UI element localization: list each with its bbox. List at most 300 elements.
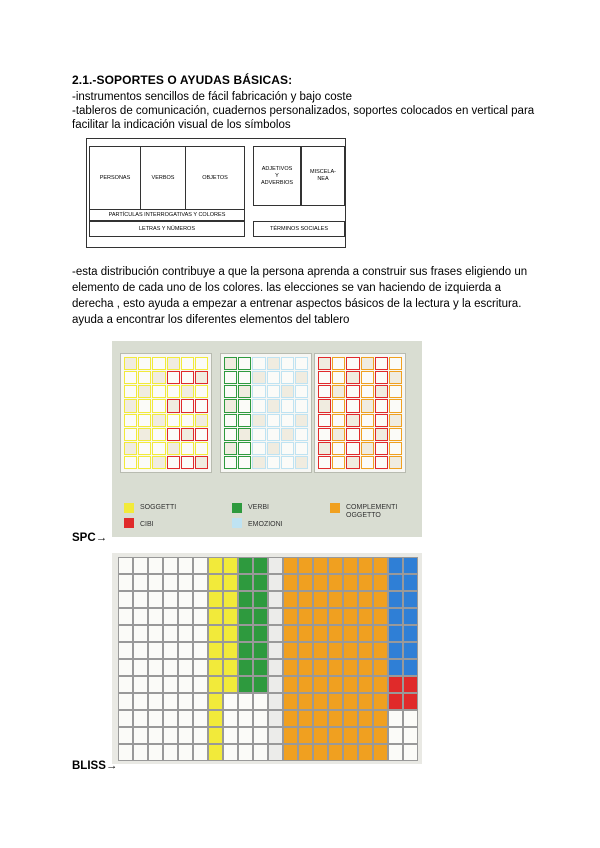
bliss-symbol-cell <box>388 574 403 591</box>
bliss-symbol-cell <box>238 557 253 574</box>
spc-symbol-cell <box>195 428 208 441</box>
bliss-symbol-cell <box>298 642 313 659</box>
bliss-symbol-cell <box>313 574 328 591</box>
bliss-symbol-cell <box>133 625 148 642</box>
bliss-symbol-cell <box>253 727 268 744</box>
spc-symbol-cell <box>346 357 359 370</box>
bliss-symbol-cell <box>313 710 328 727</box>
bliss-symbol-cell <box>133 744 148 761</box>
bliss-symbol-cell <box>163 591 178 608</box>
bliss-symbol-cell <box>358 625 373 642</box>
bliss-symbol-cell <box>208 727 223 744</box>
bliss-symbol-cell <box>358 557 373 574</box>
spc-symbol-cell <box>138 399 151 412</box>
spc-symbol-cell <box>224 414 237 427</box>
bliss-symbol-cell <box>388 557 403 574</box>
spc-symbol-cell <box>267 442 280 455</box>
body-line-2: elemento de cada uno de los colores. las elecciones se van haciendo de izquierda a <box>72 282 501 294</box>
bliss-symbol-cell <box>253 659 268 676</box>
bliss-symbol-cell <box>118 693 133 710</box>
bliss-symbol-cell <box>358 659 373 676</box>
spc-symbol-cell <box>195 414 208 427</box>
bliss-symbol-cell <box>388 727 403 744</box>
bliss-symbol-cell <box>298 557 313 574</box>
bliss-symbol-cell <box>178 744 193 761</box>
bliss-symbol-cell <box>208 591 223 608</box>
legend-orange-swatch <box>330 503 340 513</box>
bliss-symbol-cell <box>193 744 208 761</box>
bliss-symbol-cell <box>388 625 403 642</box>
bliss-symbol-cell <box>373 659 388 676</box>
bliss-symbol-cell <box>148 727 163 744</box>
spc-symbol-cell <box>389 414 402 427</box>
bliss-symbol-cell <box>268 574 283 591</box>
bliss-symbol-cell <box>238 625 253 642</box>
bliss-symbol-cell <box>193 574 208 591</box>
spc-symbol-cell <box>267 414 280 427</box>
bliss-symbol-cell <box>283 574 298 591</box>
spc-symbol-cell <box>375 428 388 441</box>
bliss-symbol-cell <box>118 557 133 574</box>
bliss-symbol-cell <box>328 574 343 591</box>
bliss-symbol-cell <box>253 574 268 591</box>
bliss-symbol-cell <box>163 642 178 659</box>
board-personas: PERSONAS <box>89 146 141 210</box>
spc-symbol-cell <box>281 442 294 455</box>
spc-symbol-cell <box>267 357 280 370</box>
bliss-symbol-cell <box>163 693 178 710</box>
bliss-symbol-cell <box>268 591 283 608</box>
bliss-symbol-cell <box>163 625 178 642</box>
bliss-symbol-cell <box>148 659 163 676</box>
bliss-symbol-cell <box>193 710 208 727</box>
bliss-symbol-cell <box>178 710 193 727</box>
bliss-symbol-cell <box>373 608 388 625</box>
bliss-symbol-cell <box>133 727 148 744</box>
bliss-symbol-cell <box>343 574 358 591</box>
bliss-caption: BLISS→ <box>72 760 118 772</box>
spc-symbol-cell <box>167 371 180 384</box>
bliss-symbol-cell <box>373 642 388 659</box>
bliss-symbol-cell <box>388 659 403 676</box>
board-objetos: OBJETOS <box>185 146 245 210</box>
bliss-symbol-cell <box>223 608 238 625</box>
bliss-symbol-cell <box>403 659 418 676</box>
bliss-board-photo <box>112 553 422 764</box>
bliss-symbol-cell <box>118 574 133 591</box>
board-particulas: PARTÍCULAS INTERROGATIVAS Y COLORES <box>89 209 245 221</box>
bliss-symbol-cell <box>238 727 253 744</box>
bliss-symbol-cell <box>268 557 283 574</box>
spc-symbol-cell <box>195 399 208 412</box>
bliss-symbol-cell <box>253 676 268 693</box>
spc-symbol-cell <box>195 456 208 469</box>
legend-green-swatch <box>232 503 242 513</box>
spc-symbol-cell <box>238 357 251 370</box>
bliss-symbol-cell <box>133 659 148 676</box>
spc-symbol-cell <box>346 399 359 412</box>
bliss-symbol-cell <box>163 727 178 744</box>
bliss-symbol-cell <box>223 693 238 710</box>
spc-symbol-cell <box>361 456 374 469</box>
bliss-symbol-cell <box>118 676 133 693</box>
bliss-symbol-cell <box>253 693 268 710</box>
spc-symbol-cell <box>181 456 194 469</box>
bliss-symbol-cell <box>403 693 418 710</box>
spc-symbol-cell <box>346 414 359 427</box>
bliss-symbol-cell <box>238 744 253 761</box>
spc-symbol-cell <box>252 357 265 370</box>
bliss-symbol-cell <box>208 710 223 727</box>
spc-symbol-cell <box>152 428 165 441</box>
bliss-symbol-cell <box>313 744 328 761</box>
spc-symbol-cell <box>238 371 251 384</box>
bliss-symbol-cell <box>343 710 358 727</box>
spc-symbol-cell <box>332 428 345 441</box>
spc-symbol-cell <box>318 385 331 398</box>
spc-symbol-cell <box>332 357 345 370</box>
spc-symbol-cell <box>346 428 359 441</box>
section-heading: 2.1.-SOPORTES O AYUDAS BÁSICAS: <box>72 73 293 87</box>
bliss-symbol-cell <box>268 625 283 642</box>
bliss-symbol-cell <box>313 676 328 693</box>
bliss-symbol-cell <box>343 642 358 659</box>
spc-symbol-cell <box>361 414 374 427</box>
spc-symbol-cell <box>138 385 151 398</box>
bliss-symbol-cell <box>283 591 298 608</box>
spc-symbol-cell <box>332 399 345 412</box>
spc-symbol-cell <box>167 357 180 370</box>
bliss-symbol-cell <box>388 693 403 710</box>
bliss-symbol-cell <box>223 625 238 642</box>
bliss-symbol-cell <box>328 625 343 642</box>
spc-symbol-cell <box>281 414 294 427</box>
bliss-symbol-cell <box>223 710 238 727</box>
bliss-symbol-cell <box>283 659 298 676</box>
spc-symbol-cell <box>389 442 402 455</box>
spc-caption: SPC→ <box>72 532 108 544</box>
bliss-symbol-cell <box>118 659 133 676</box>
bliss-symbol-cell <box>148 693 163 710</box>
bliss-symbol-cell <box>268 710 283 727</box>
bliss-symbol-cell <box>268 642 283 659</box>
bliss-symbol-cell <box>118 591 133 608</box>
spc-symbol-cell <box>181 414 194 427</box>
bliss-symbol-cell <box>373 676 388 693</box>
spc-symbol-cell <box>389 371 402 384</box>
spc-symbol-cell <box>318 442 331 455</box>
bliss-symbol-cell <box>388 591 403 608</box>
bliss-symbol-cell <box>193 557 208 574</box>
bliss-symbol-cell <box>373 710 388 727</box>
spc-symbol-cell <box>361 399 374 412</box>
bliss-symbol-cell <box>223 676 238 693</box>
bliss-symbol-cell <box>313 642 328 659</box>
spc-symbol-cell <box>195 442 208 455</box>
bliss-symbol-cell <box>163 557 178 574</box>
bliss-symbol-cell <box>358 676 373 693</box>
bliss-symbol-cell <box>148 591 163 608</box>
bliss-symbol-cell <box>283 557 298 574</box>
bliss-symbol-cell <box>268 727 283 744</box>
bliss-symbol-cell <box>223 642 238 659</box>
bliss-symbol-cell <box>313 591 328 608</box>
bliss-symbol-cell <box>268 744 283 761</box>
bliss-symbol-cell <box>163 659 178 676</box>
spc-symbol-cell <box>267 385 280 398</box>
spc-symbol-cell <box>252 442 265 455</box>
spc-symbol-cell <box>332 385 345 398</box>
bliss-symbol-cell <box>118 608 133 625</box>
bliss-symbol-cell <box>178 693 193 710</box>
bliss-symbol-cell <box>253 625 268 642</box>
bliss-symbol-cell <box>193 608 208 625</box>
bliss-symbol-cell <box>373 693 388 710</box>
spc-symbol-cell <box>238 442 251 455</box>
bliss-symbol-cell <box>343 693 358 710</box>
bliss-symbol-cell <box>163 710 178 727</box>
spc-symbol-cell <box>195 371 208 384</box>
spc-symbol-cell <box>332 456 345 469</box>
spc-symbol-cell <box>346 371 359 384</box>
bliss-symbol-cell <box>178 557 193 574</box>
legend-yellow-swatch <box>124 503 134 513</box>
bliss-symbol-cell <box>283 710 298 727</box>
spc-symbol-cell <box>167 456 180 469</box>
bliss-symbol-cell <box>178 608 193 625</box>
bliss-symbol-cell <box>148 574 163 591</box>
bliss-symbol-cell <box>268 676 283 693</box>
bliss-symbol-cell <box>118 625 133 642</box>
spc-panel-left <box>120 353 212 473</box>
spc-symbol-cell <box>346 385 359 398</box>
bliss-symbol-cell <box>148 608 163 625</box>
bliss-symbol-cell <box>313 625 328 642</box>
spc-symbol-cell <box>252 371 265 384</box>
spc-symbol-cell <box>224 442 237 455</box>
bliss-symbol-cell <box>223 574 238 591</box>
spc-panel-right <box>314 353 406 473</box>
bliss-symbol-cell <box>208 693 223 710</box>
bliss-symbol-cell <box>238 591 253 608</box>
legend-lightblue-swatch <box>232 518 242 528</box>
spc-symbol-cell <box>318 456 331 469</box>
spc-symbol-cell <box>138 456 151 469</box>
bliss-symbol-cell <box>343 591 358 608</box>
bliss-symbol-cell <box>118 744 133 761</box>
board-letras: LETRAS Y NÚMEROS <box>89 221 245 237</box>
bliss-symbol-cell <box>253 608 268 625</box>
spc-symbol-cell <box>361 385 374 398</box>
board-diagram <box>86 138 346 248</box>
bliss-symbol-cell <box>313 693 328 710</box>
bliss-symbol-cell <box>403 710 418 727</box>
bliss-symbol-cell <box>343 659 358 676</box>
bliss-symbol-cell <box>163 744 178 761</box>
spc-symbol-cell <box>238 428 251 441</box>
legend-complementi: COMPLEMENTI OGGETTO <box>346 504 398 519</box>
bliss-symbol-cell <box>388 608 403 625</box>
bliss-symbol-cell <box>313 659 328 676</box>
board-terminos: TÉRMINOS SOCIALES <box>253 221 345 237</box>
spc-symbol-cell <box>318 428 331 441</box>
spc-symbol-cell <box>167 385 180 398</box>
bliss-symbol-cell <box>178 659 193 676</box>
bliss-symbol-cell <box>343 676 358 693</box>
spc-symbol-cell <box>389 357 402 370</box>
spc-symbol-cell <box>281 385 294 398</box>
spc-symbol-cell <box>152 357 165 370</box>
spc-symbol-cell <box>138 428 151 441</box>
spc-symbol-cell <box>181 371 194 384</box>
bliss-symbol-cell <box>223 591 238 608</box>
bliss-symbol-cell <box>358 727 373 744</box>
bliss-symbol-cell <box>178 727 193 744</box>
bliss-symbol-cell <box>373 727 388 744</box>
bliss-symbol-cell <box>358 744 373 761</box>
bliss-symbol-cell <box>208 659 223 676</box>
spc-symbol-cell <box>224 371 237 384</box>
bliss-symbol-cell <box>403 727 418 744</box>
bliss-symbol-cell <box>178 642 193 659</box>
bliss-symbol-cell <box>178 591 193 608</box>
spc-symbol-cell <box>295 371 308 384</box>
spc-symbol-cell <box>124 414 137 427</box>
bliss-symbol-cell <box>163 608 178 625</box>
bliss-symbol-cell <box>208 557 223 574</box>
bliss-symbol-cell <box>133 676 148 693</box>
spc-symbol-cell <box>361 428 374 441</box>
spc-symbol-cell <box>389 428 402 441</box>
spc-symbol-cell <box>267 456 280 469</box>
spc-symbol-cell <box>346 456 359 469</box>
bliss-symbol-cell <box>373 625 388 642</box>
spc-symbol-cell <box>295 385 308 398</box>
spc-symbol-cell <box>224 385 237 398</box>
bliss-symbol-cell <box>403 574 418 591</box>
body-line-3: derecha , esto ayuda a empezar a entrenar aspectos básicos de la lectura y la escritura. <box>72 298 522 310</box>
spc-symbol-cell <box>138 371 151 384</box>
bliss-symbol-cell <box>373 744 388 761</box>
bliss-symbol-cell <box>328 676 343 693</box>
bliss-symbol-cell <box>208 625 223 642</box>
spc-symbol-cell <box>332 442 345 455</box>
intro-line-2: -tableros de comunicación, cuadernos personalizados, soportes colocados en vertical para <box>72 105 535 117</box>
bliss-symbol-cell <box>223 659 238 676</box>
spc-symbol-cell <box>124 357 137 370</box>
bliss-symbol-cell <box>388 642 403 659</box>
bliss-symbol-cell <box>268 608 283 625</box>
bliss-symbol-cell <box>193 693 208 710</box>
spc-symbol-cell <box>361 371 374 384</box>
spc-symbol-cell <box>361 357 374 370</box>
bliss-symbol-cell <box>238 659 253 676</box>
spc-symbol-cell <box>181 385 194 398</box>
bliss-symbol-cell <box>193 625 208 642</box>
bliss-symbol-cell <box>283 744 298 761</box>
bliss-symbol-cell <box>133 693 148 710</box>
body-line-4: ayuda a encontrar los diferentes elementos del tablero <box>72 314 350 326</box>
spc-symbol-cell <box>295 414 308 427</box>
spc-symbol-cell <box>375 414 388 427</box>
bliss-symbol-cell <box>208 642 223 659</box>
spc-symbol-cell <box>138 414 151 427</box>
spc-symbol-cell <box>124 428 137 441</box>
spc-symbol-cell <box>124 399 137 412</box>
bliss-symbol-cell <box>118 727 133 744</box>
bliss-symbol-cell <box>328 591 343 608</box>
bliss-symbol-cell <box>328 608 343 625</box>
bliss-symbol-cell <box>343 625 358 642</box>
bliss-symbol-cell <box>148 625 163 642</box>
spc-symbol-cell <box>195 385 208 398</box>
spc-symbol-cell <box>181 357 194 370</box>
spc-symbol-cell <box>167 414 180 427</box>
bliss-symbol-cell <box>118 642 133 659</box>
bliss-symbol-cell <box>328 727 343 744</box>
bliss-symbol-cell <box>238 676 253 693</box>
bliss-symbol-cell <box>238 608 253 625</box>
bliss-symbol-cell <box>223 557 238 574</box>
bliss-symbol-cell <box>133 608 148 625</box>
spc-symbol-cell <box>281 357 294 370</box>
bliss-symbol-cell <box>328 744 343 761</box>
spc-symbol-cell <box>361 442 374 455</box>
bliss-symbol-cell <box>388 744 403 761</box>
board-adjetivos: ADJETIVOS Y ADVERBIOS <box>253 146 301 206</box>
bliss-symbol-cell <box>298 591 313 608</box>
spc-symbol-cell <box>389 399 402 412</box>
spc-symbol-cell <box>318 371 331 384</box>
legend-soggetti: SOGGETTI <box>140 504 177 511</box>
bliss-symbol-cell <box>343 608 358 625</box>
spc-symbol-cell <box>124 371 137 384</box>
bliss-symbol-cell <box>298 710 313 727</box>
bliss-symbol-cell <box>268 659 283 676</box>
bliss-symbol-cell <box>283 642 298 659</box>
spc-symbol-cell <box>389 385 402 398</box>
bliss-symbol-cell <box>358 574 373 591</box>
spc-symbol-cell <box>124 442 137 455</box>
bliss-symbol-cell <box>253 557 268 574</box>
spc-symbol-cell <box>281 371 294 384</box>
spc-symbol-cell <box>238 399 251 412</box>
spc-symbol-cell <box>152 371 165 384</box>
spc-symbol-cell <box>252 428 265 441</box>
bliss-symbol-cell <box>388 676 403 693</box>
bliss-symbol-cell <box>358 642 373 659</box>
bliss-symbol-cell <box>178 625 193 642</box>
bliss-symbol-cell <box>148 557 163 574</box>
bliss-symbol-cell <box>298 659 313 676</box>
bliss-symbol-cell <box>358 591 373 608</box>
spc-symbol-cell <box>181 399 194 412</box>
bliss-symbol-cell <box>403 625 418 642</box>
spc-symbol-cell <box>167 399 180 412</box>
spc-symbol-cell <box>224 428 237 441</box>
spc-symbol-cell <box>332 371 345 384</box>
bliss-symbol-cell <box>193 642 208 659</box>
bliss-symbol-cell <box>283 676 298 693</box>
bliss-symbol-cell <box>148 642 163 659</box>
spc-board-photo <box>112 341 422 537</box>
bliss-symbol-cell <box>163 676 178 693</box>
spc-symbol-cell <box>318 357 331 370</box>
bliss-symbol-cell <box>313 557 328 574</box>
body-line-1: -esta distribución contribuye a que la persona aprenda a construir sus frases eligiendo un <box>72 266 528 278</box>
spc-symbol-cell <box>267 399 280 412</box>
bliss-symbol-cell <box>403 557 418 574</box>
